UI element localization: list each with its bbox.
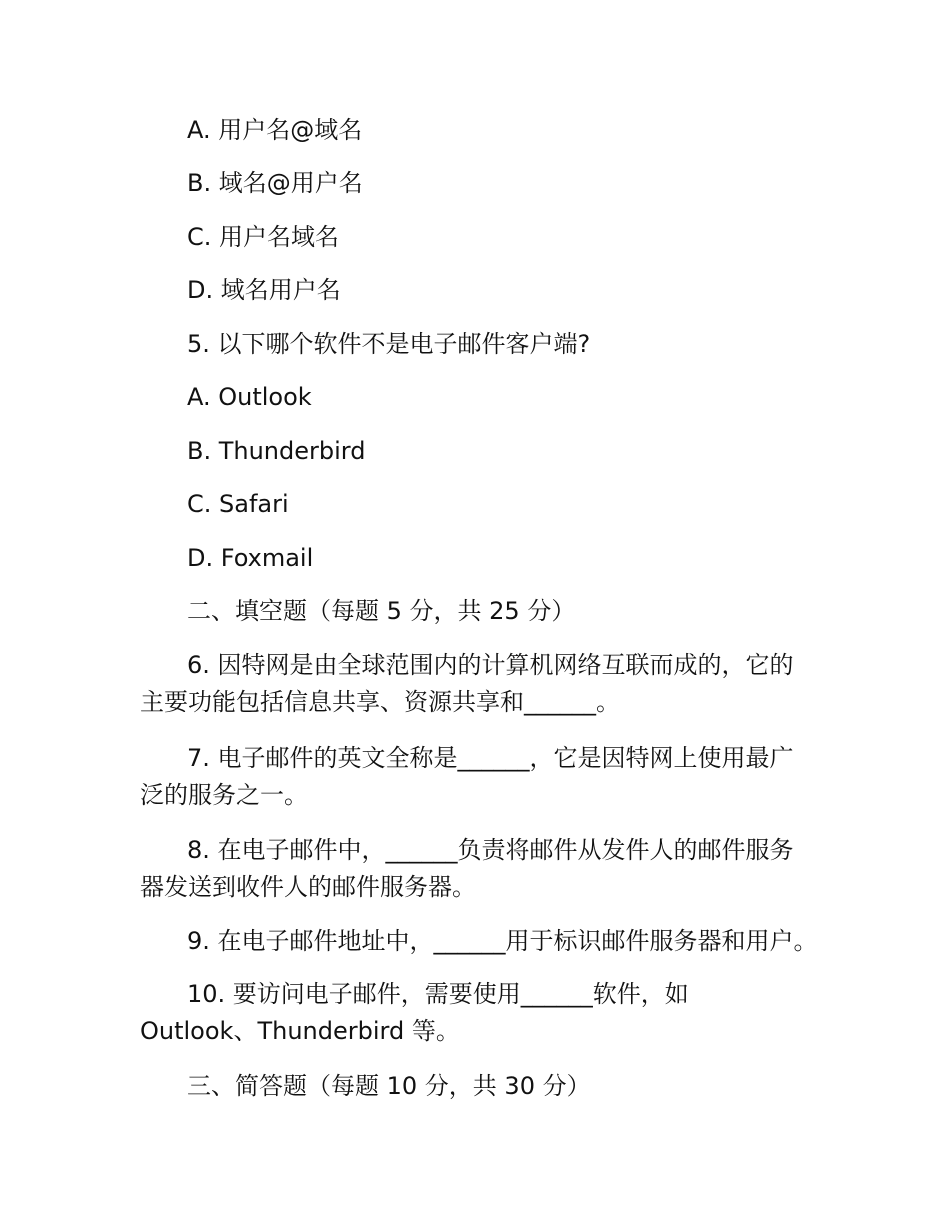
q4-option-b: B. 域名@用户名 <box>187 169 363 197</box>
fill-question-9-line1: 9. 在电子邮件地址中，______用于标识邮件服务器和用户。 <box>187 927 818 955</box>
fill-question-10-line1: 10. 要访问电子邮件，需要使用______软件，如 <box>187 980 689 1008</box>
fill-question-6-line2: 主要功能包括信息共享、资源共享和______。 <box>140 688 620 716</box>
fill-question-10-line2: Outlook、Thunderbird 等。 <box>140 1017 460 1045</box>
fill-question-10 <box>140 976 820 1050</box>
q4-option-a: A. 用户名@域名 <box>187 116 363 144</box>
section3-heading: 三、简答题（每题 10 分，共 30 分） <box>187 1072 591 1100</box>
section2-heading: 二、填空题（每题 5 分，共 25 分） <box>187 597 576 625</box>
fill-question-8-line2: 器发送到收件人的邮件服务器。 <box>140 873 476 901</box>
fill-question-6-line1: 6. 因特网是由全球范围内的计算机网络互联而成的，它的 <box>187 651 794 679</box>
fill-question-7 <box>140 740 820 814</box>
fill-question-7-line1: 7. 电子邮件的英文全称是______，它是因特网上使用最广 <box>187 744 794 772</box>
q5-question: 5. 以下哪个软件不是电子邮件客户端? <box>187 330 591 358</box>
q5-option-a: A. Outlook <box>187 383 312 411</box>
q4-option-c: C. 用户名域名 <box>187 223 340 251</box>
fill-question-7-line2: 泛的服务之一。 <box>140 781 308 809</box>
q5-option-c: C. Safari <box>187 490 289 518</box>
fill-question-6 <box>140 647 820 721</box>
q5-option-b: B. Thunderbird <box>187 437 366 465</box>
q4-option-d: D. 域名用户名 <box>187 276 341 304</box>
fill-question-9 <box>140 923 820 960</box>
q5-option-d: D. Foxmail <box>187 544 314 572</box>
fill-question-8-line1: 8. 在电子邮件中，______负责将邮件从发件人的邮件服务 <box>187 836 794 864</box>
fill-question-8 <box>140 832 820 906</box>
